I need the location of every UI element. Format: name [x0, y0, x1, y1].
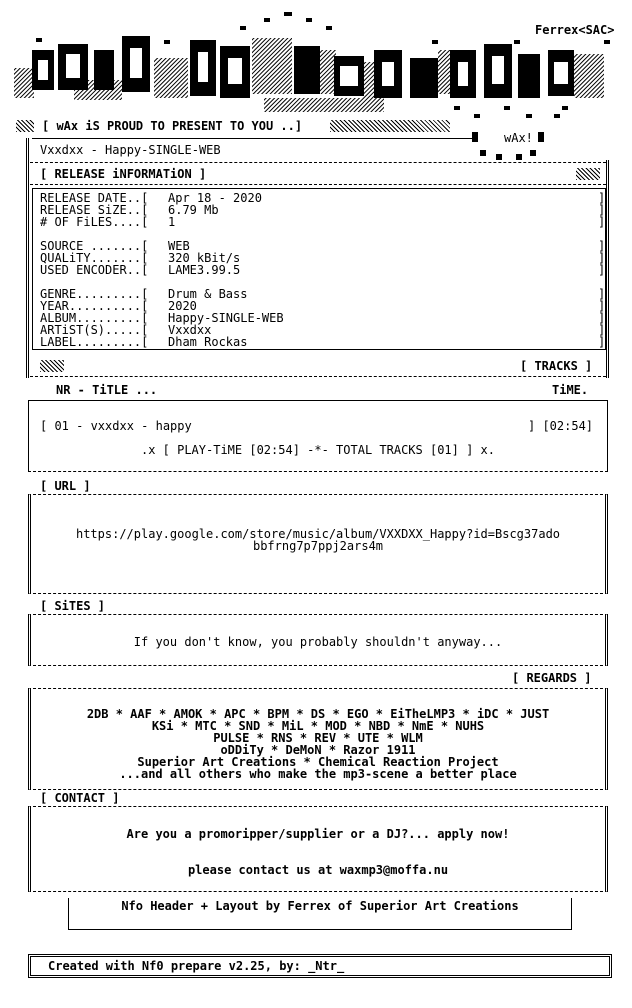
contact-label: [ CONTACT ] — [40, 791, 120, 805]
info-key: USED ENCODER..[ — [40, 263, 149, 277]
info-hatch — [576, 168, 600, 180]
url-line-2[interactable]: bbfrng7p7ppj2ars4m — [252, 539, 384, 553]
title-top-line — [32, 138, 472, 139]
tracks-divider — [30, 376, 606, 377]
regards-line: PULSE * RNS * REV * UTE * WLM — [213, 731, 423, 745]
info-bracket: ] — [598, 311, 606, 325]
info-value: Apr 18 - 2020 — [168, 191, 262, 205]
info-value: 2020 — [168, 299, 197, 313]
frame-right — [606, 160, 609, 378]
info-key: RELEASE DATE..[ — [40, 191, 149, 205]
regards-line: ...and all others who make the mp3-scene a better place — [119, 767, 517, 781]
info-key: GENRE.........[ — [40, 287, 149, 301]
info-bracket: ] — [598, 263, 606, 277]
info-key: RELEASE SiZE..[ — [40, 203, 149, 217]
credit-text: Nfo Header + Layout by Ferrex of Superior Art Creations — [121, 899, 519, 913]
proud-hatch-right — [330, 120, 450, 132]
tracks-label: [ TRACKS ] — [520, 359, 593, 373]
contact-line-1: Are you a promoripper/supplier or a DJ?... apply now! — [126, 827, 510, 841]
proud-line: [ wAx iS PROUD TO PRESENT TO YOU ..] — [42, 119, 303, 133]
info-key: YEAR..........[ — [40, 299, 149, 313]
ferrex-signature: Ferrex<SAC> — [535, 23, 615, 37]
url-line-1[interactable]: https://play.google.com/store/music/album/VXXDXX_Happy?id=Bscg37ado — [75, 527, 561, 541]
info-bracket: ] — [598, 191, 606, 205]
contact-line-2[interactable]: please contact us at waxmp3@moffa.nu — [187, 863, 449, 877]
title-divider — [30, 162, 606, 163]
info-key: # OF FiLES....[ — [40, 215, 149, 229]
info-bracket: ] — [598, 215, 606, 229]
tracks-col-time: TiME. — [552, 383, 589, 397]
tracks-box — [28, 400, 608, 472]
info-key: SOURCE .......[ — [40, 239, 149, 253]
info-value: Vxxdxx — [168, 323, 212, 337]
tag-dot — [516, 154, 522, 160]
tracks-summary: .x [ PLAY-TiME [02:54] -*- TOTAL TRACKS [01] ] x. — [140, 443, 495, 457]
tracks-col-title: NR - TiTLE ... — [56, 383, 158, 397]
contact-box — [28, 806, 608, 892]
info-bracket: ] — [598, 287, 606, 301]
regards-line: oDDiTy * DeMoN * Razor 1911 — [220, 743, 416, 757]
info-key: ALBUM.........[ — [40, 311, 149, 325]
info-bracket: ] — [598, 323, 606, 337]
info-value: Dham Rockas — [168, 335, 248, 349]
frame-left — [26, 138, 29, 378]
info-bracket: ] — [598, 299, 606, 313]
info-key: QUALiTY.......[ — [40, 251, 149, 265]
track-title: [ 01 - vxxdxx - happy — [40, 419, 192, 433]
info-value: 1 — [168, 215, 176, 229]
info-key: LABEL.........[ — [40, 335, 149, 349]
release-info-label: [ RELEASE iNFORMATiON ] — [40, 167, 207, 181]
info-bracket: ] — [598, 335, 606, 349]
info-value: LAME3.99.5 — [168, 263, 241, 277]
info-key: ARTiST(S).....[ — [40, 323, 149, 337]
proud-hatch-left — [16, 120, 34, 132]
wax-ascii-logo — [14, 10, 614, 122]
info-bracket: ] — [598, 203, 606, 217]
wax-tag: wAx! — [504, 131, 533, 145]
info-value: 320 kBit/s — [168, 251, 241, 265]
created-text: Created with Nf0 prepare v2.25, by: _Ntr_ — [48, 959, 345, 973]
tracks-hatch — [40, 360, 64, 372]
url-label: [ URL ] — [40, 479, 91, 493]
info-value: Drum & Bass — [168, 287, 248, 301]
info-bracket: ] — [598, 239, 606, 253]
release-title: Vxxdxx - Happy-SINGLE-WEB — [40, 143, 221, 157]
regards-line: 2DB * AAF * AMOK * APC * BPM * DS * EGO * EiTheLMP3 * iDC * JUST — [86, 707, 550, 721]
sites-label: [ SiTES ] — [40, 599, 106, 613]
info-value: WEB — [168, 239, 190, 253]
tag-dot — [472, 132, 478, 142]
tag-dot — [480, 150, 486, 156]
info-bracket: ] — [598, 251, 606, 265]
info-value: 6.79 Mb — [168, 203, 219, 217]
tag-dot — [530, 150, 536, 156]
regards-line: Superior Art Creations * Chemical Reaction Project — [137, 755, 499, 769]
tag-dot — [538, 132, 544, 142]
sites-text: If you don't know, you probably shouldn't anyway... — [133, 635, 503, 649]
info-value: Happy-SINGLE-WEB — [168, 311, 284, 325]
track-time: ] [02:54] — [528, 419, 594, 433]
tag-dot — [496, 154, 502, 160]
regards-label: [ REGARDS ] — [512, 671, 592, 685]
regards-line: KSi * MTC * SND * MiL * MOD * NBD * NmE * NUHS — [151, 719, 485, 733]
info-divider — [30, 184, 606, 185]
